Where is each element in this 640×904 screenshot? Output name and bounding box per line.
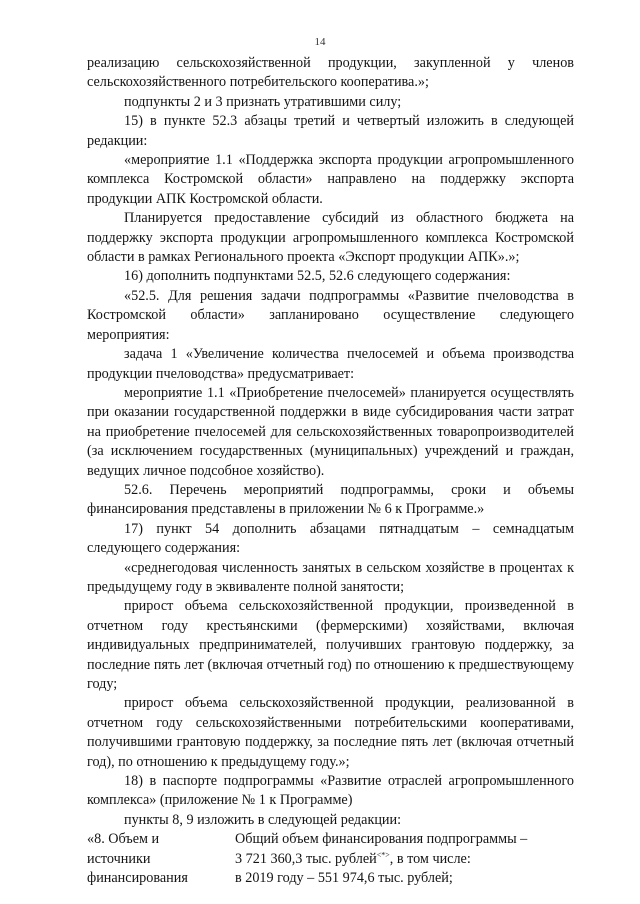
paragraph: прирост объема сельскохозяйственной продукции, произведенной в отчетном году крестьянскими (фермерскими) хозяйствами, включая индивидуальных предпринимателей, получивших грантовую поддержку, за последние пять лет (включая отчетный год) по отношению к предшествующему году; [87, 598, 574, 692]
paragraph: мероприятие 1.1 «Приобретение пчелосемей» планируется осуществлять при оказании государственной поддержки в виде субсидирования части затрат на приобретение пчелосемей для сельскохозяйственных товаропроизводителей (за исключением государственных (муниципальных) учреждений и граждан, ведущих личное подсобное хозяйство). [87, 384, 574, 479]
paragraph: пункты 8, 9 изложить в следующей редакции: [124, 811, 402, 828]
document-body [87, 54, 574, 888]
table-left-line: финансирования [87, 870, 188, 887]
paragraph: «52.5. Для решения задачи подпрограммы «Развитие пчеловодства в Костромской области» запланировано осуществление следующего мероприятия: [87, 287, 574, 343]
table-left-line: источники [87, 850, 151, 867]
financing-table-row [87, 830, 574, 888]
financing-suffix: , в том числе: [389, 850, 471, 867]
table-right-line: Общий объем финансирования подпрограммы – [235, 831, 528, 848]
paragraph: 18) в паспорте подпрограммы «Развитие отраслей агропромышленного комплекса» (приложение № 1 к Программе) [87, 773, 574, 809]
paragraph: подпункты 2 и 3 признать утратившими силу; [124, 93, 402, 110]
paragraph: прирост объема сельскохозяйственной продукции, реализованной в отчетном году сельскохозяйственными потребительскими кооперативами, получившими грантовую поддержку, за последние пять лет (включая отчетный год), по отношению к предыдущему году.»; [87, 695, 574, 770]
paragraph-list [87, 54, 574, 830]
paragraph: Планируется предоставление субсидий из областного бюджета на поддержку экспорта продукции агропромышленного комплекса Костромской области в рамках Регионального проекта «Экспорт продукции АПК».»; [87, 210, 574, 266]
paragraph: реализацию сельскохозяйственной продукции, закупленной у членов сельскохозяйственного потребительского кооператива.»; [87, 55, 574, 91]
table-right-line [235, 850, 574, 869]
footnote-mark: <*> [376, 849, 390, 859]
paragraph: 52.6. Перечень мероприятий подпрограммы, сроки и объемы финансирования представлены в приложении № 6 к Программе.» [87, 481, 574, 518]
paragraph: 17) пункт 54 дополнить абзацами пятнадцатым – семнадцатым следующего содержания: [87, 520, 574, 557]
paragraph: задача 1 «Увеличение количества пчелосемей и объема производства продукции пчеловодства» предусматривает: [87, 346, 574, 382]
paragraph: 16) дополнить подпунктами 52.5, 52.6 следующего содержания: [124, 268, 511, 285]
paragraph: «среднегодовая численность занятых в сельском хозяйстве в процентах к предыдущему году в эквиваленте полной занятости; [87, 559, 574, 595]
paragraph: «мероприятие 1.1 «Поддержка экспорта продукции агропромышленного комплекса Костромской области» направлено на поддержку экспорта продукции АПК Костромской области. [87, 152, 574, 207]
table-left-cell [87, 830, 235, 888]
page-number: 14 [314, 36, 326, 48]
table-right-cell [235, 830, 574, 888]
table-left-line: «8. Объем и [87, 831, 160, 848]
financing-total: 3 721 360,3 тыс. рублей [235, 850, 377, 867]
table-right-line: в 2019 году – 551 974,6 тыс. рублей; [235, 870, 453, 887]
paragraph: 15) в пункте 52.3 абзацы третий и четвертый изложить в следующей редакции: [87, 113, 574, 149]
